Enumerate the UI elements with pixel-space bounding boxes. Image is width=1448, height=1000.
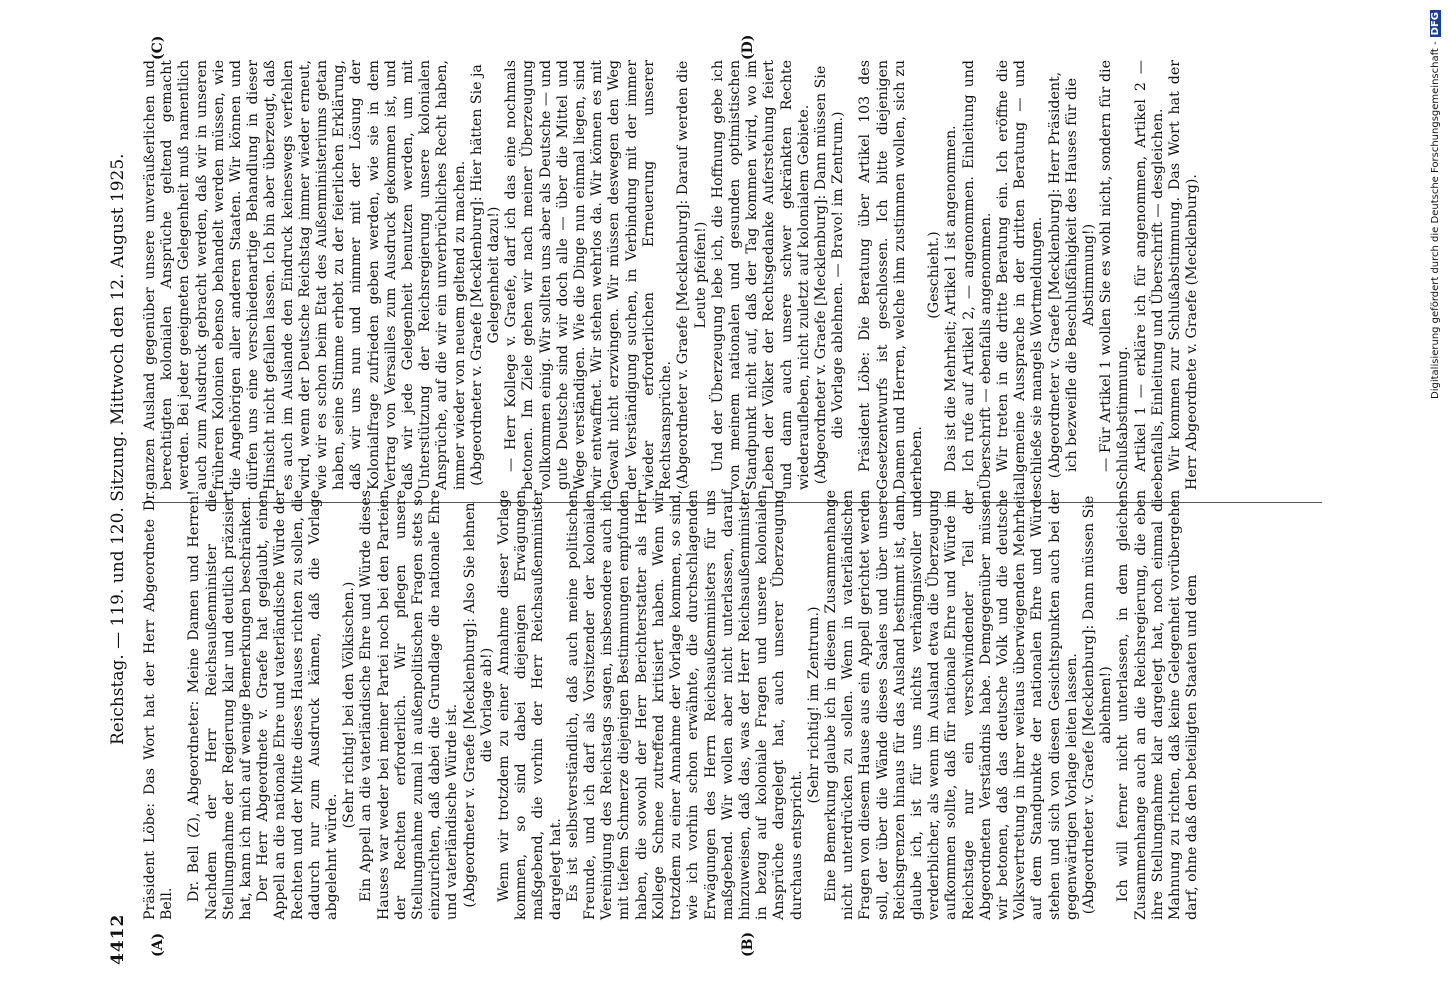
paragraph: Dr. Bell (Z), Abgeordneter: Meine Damen und Herren! Nachdem der Herr Reichsaußenminister die Stellungnahme der Regierung klar und deutlich präzisiert hat, kann ich mich auf wenige Bemerkungen beschränken. — [186, 490, 255, 920]
interjection: (Sehr richtig! bei den Völkischen.) — [341, 581, 358, 829]
interjection: (Abgeordneter v. Graefe [Mecklenburg]: Dann müssen Sie die Vorlage ablehnen. — Bravo! im Zentrum.) — [812, 65, 847, 485]
paragraph: Es ist selbstverständlich, daß auch meine politischen Freunde, und ich darf als Vorsitzender der kolonialen Vereinigung des Reichstags sagen, insbesondere auch ich mit tiefem Schmerze diejenigen Bestimmungen empfunden haben, die sowohl der Herr Berichterstatter als Herr Kollege Schnee zutreffend kritisiert haben. Wenn wir trotzdem zu einer Annahme der Vorlage kommen, so sind, wie ich vorhin schon erwähnte, die durchschlagenden Erwägungen des Herrn Reichsaußenministers für uns maßgebend. Wir wollen aber nicht unterlassen, darauf hinzuweisen, daß das, was der Herr Reichsaußenminister in bezug auf koloniale Fragen und unsere kolonialen Ansprüche dargelegt hat, auch unserer Überzeugung durchaus entspricht. — [564, 490, 805, 920]
interjection: (Sehr richtig! im Zentrum.) — [805, 606, 822, 804]
paragraph: Präsident Löbe: Die Beratung über Artikel 103 des Gesetzentwurfs ist geschlossen. Ich bitte diejenigen Damen und Herren, welche ihm zustimmen wollen, sich zu erheben. — [857, 60, 925, 490]
interjection: (Abgeordneter v. Graefe [Mecklenburg]: Hier hätten Sie ja Gelegenheit dazu!) — [468, 64, 503, 486]
right-column — [142, 60, 1201, 490]
margin-marker-d: (D) — [740, 34, 756, 60]
paragraph: Artikel 1 — erkläre ich für angenommen, Artikel 2 — ebenfalls, Einleitung und Überschrift — desgleichen. — [1132, 60, 1166, 490]
header-date: Mittwoch den 12. August 1925. — [108, 153, 128, 425]
credit-text: Digitalisierung gefördert durch die Deutsche Forschungsgemeinschaft - — [1430, 41, 1441, 399]
interjection: (Abgeordneter v. Graefe [Mecklenburg]: Darauf werden die Leute pfeifen!) — [675, 60, 709, 490]
paragraph: — Für Artikel 1 wollen Sie es wohl nicht, sondern für die Schlußabstimmung. — [1098, 60, 1132, 490]
left-column — [142, 490, 1201, 920]
paragraph: ganzen Ausland gegenüber unsere unveräußerlichen und berechtigten kolonialen Ansprüche geltend gemacht werden. Bei jeder geeigneten Gelegenheit muß namentlich auch zum Ausdruck gebracht werden, daß wir in unseren früheren Kolonien ebenso behandelt werden müssen, wie die Angehörigen aller anderen Staaten. Wir können und dürfen uns eine verschiedenartige Behandlung in dieser Hinsicht nicht gefallen lassen. Ich bin aber überzeugt, daß es auch im Auslande den Eindruck keineswegs verfehlen wird, wenn der Deutsche Reichstag immer wieder erneut, wie wir es schon beim Etat des Außenministeriums getan haben, seine Stimme erhebt zu der feierlichen Erklärung, daß wir uns nun und nimmer mit der Lösung der Kolonialfrage zufrieden geben werden, wie sie in dem Vertrag von Versailles zum Ausdruck gekommen ist, und daß wir jede Gelegenheit benutzen werden, um mit Unterstützung der Reichsregierung unsere kolonialen Ansprüche, auf die wir ein unverbrüchliches Recht haben, immer wieder von neuem geltend zu machen. — [142, 60, 468, 490]
dfg-logo: DFG — [1430, 12, 1441, 36]
margin-marker-b: (B) — [740, 931, 756, 957]
digitization-credit — [1416, 10, 1441, 995]
interjection: (Abgeordneter v. Graefe [Mecklenburg]: Herr Präsident, ich bezweifle die Beschlußfähigkeit des Hauses für die Abstimmung!) — [1046, 71, 1097, 479]
paragraph: Der Herr Abgeordnete v. Graefe hat geglaubt, einen Appell an die nationale Ehre und vaterländische Würde der Rechten und der Mitte dieses Hauses richten zu sollen, die dadurch nur zum Ausdruck kämen, daß die Vorlage abgelehnt würde. — [255, 490, 341, 920]
rotated-document-page — [100, 35, 1400, 965]
paragraph: Wir kommen zur Schlußabstimmung. Das Wort hat der Herr Abgeordnete v. Graefe (Mecklenburg). — [1166, 60, 1201, 490]
interjection: (Abgeordneter v. Graefe [Mecklenburg]: Also Sie lehnen die Vorlage ab!) — [461, 502, 495, 908]
paragraph: Und der Überzeugung lebe ich, die Hoffnung gebe ich von meinem nationalen und gesunden optimistischen Standpunkt nicht auf, daß der Tag kommen wird, wo im Leben der Völker der Rechtsgedanke Auferstehung feiert und dann auch unsere schwer gekränkten Rechte wiederaufleben, nicht zuletzt auf kolonialem Gebiete. — [709, 60, 812, 490]
paragraph: Wenn wir trotzdem zu einer Annahme dieser Vorlage kommen, so sind dabei diejenigen Erwägungen maßgebend, die vorhin der Herr Reichsaußenminister dargelegt hat. — [496, 490, 564, 920]
header-title: Reichstag. — 119. und 120. Sitzung. — [108, 430, 128, 745]
paragraph: Eine Bemerkung glaube ich in diesem Zusammenhange nicht unterdrücken zu sollen. Wenn in vaterländischen Fragen von diesem Hause aus ein Appell gerichtet werden soll, der über die Wände dieses Saales und über unsere Reichsgrenzen hinaus für das Ausland bestimmt ist, dann, glaube ich, ist für uns nichts verhängnisvoller und verderblicher, als wenn im Ausland etwa die Überzeugung aufkommen sollte, daß für nationale Ehre und Würde im Reichstage nur ein verschwindender Teil der Abgeordneten Verständnis habe. Demgegenüber müssen wir betonen, daß das deutsche Volk und die deutsche Volksvertretung in ihrer weitaus überwiegenden Mehrheit auf dem Standpunkte der nationalen Ehre und Würde stehen und sich von diesen Gesichtspunkten auch bei der gegenwärtigen Vorlage leiten lassen. — [822, 490, 1080, 920]
paragraph: Präsident Löbe: Das Wort hat der Herr Abgeordnete Dr. Bell. — [142, 490, 176, 920]
page-number: 4412 — [108, 913, 128, 965]
interjection: (Abgeordneter v. Graefe [Mecklenburg]: Dann müssen Sie ablehnen!) — [1080, 495, 1115, 915]
margin-marker-c: (C) — [150, 35, 166, 60]
page-header — [100, 35, 140, 965]
paragraph: Das ist die Mehrheit; Artikel 1 ist angenommen. — [943, 125, 960, 472]
paragraph: Ich rufe auf Artikel 2, — angenommen. Einleitung und Überschrift — ebenfalls angenommen. — [960, 60, 994, 490]
paragraph: — Herr Kollege v. Graefe, darf ich das eine nochmals betonen. Im Ziele gehen wir nach meiner Überzeugung vollkommen einig. Wir sollten uns aber als Deutsche — und gute Deutsche sind wir doch alle — über die Mittel und Wege verständigen. Wie die Dinge nun einmal liegen, sind wir entwaffnet. Wir stehen wehrlos da. Wir können es mit Gewalt nicht erzwingen. Wir müssen deswegen den Weg der Verständigung suchen, in Verbindung mit der immer wieder erforderlichen Erneuerung unserer Rechtsansprüche. — [503, 60, 675, 490]
interjection: (Geschieht.) — [926, 231, 943, 319]
paragraph: Ein Appell an die vaterländische Ehre und Würde dieses Hauses war weder bei meiner Partei noch bei den Parteien der Rechten erforderlich. Wir pflegen unsere Stellungnahme zumal in außenpolitischen Fragen stets so einzurichten, daß dabei die Grundlage die nationale Ehre und vaterländische Würde ist. — [358, 490, 461, 920]
margin-marker-a: (A) — [150, 932, 166, 957]
paragraph: Wir treten in die dritte Beratung ein. Ich eröffne die allgemeine Aussprache in der dritten Beratung — und schließe sie mangels Wortmeldungen. — [994, 60, 1046, 490]
paragraph: Ich will ferner nicht unterlassen, in dem gleichen Zusammenhange auch an die Reichsregierung, die eben ihre Stellungnahme klar dargelegt hat, noch einmal die Mahnung zu richten, daß keine Gelegenheit vorübergehen darf, ohne daß den beteiligten Staaten und dem — [1115, 490, 1201, 920]
